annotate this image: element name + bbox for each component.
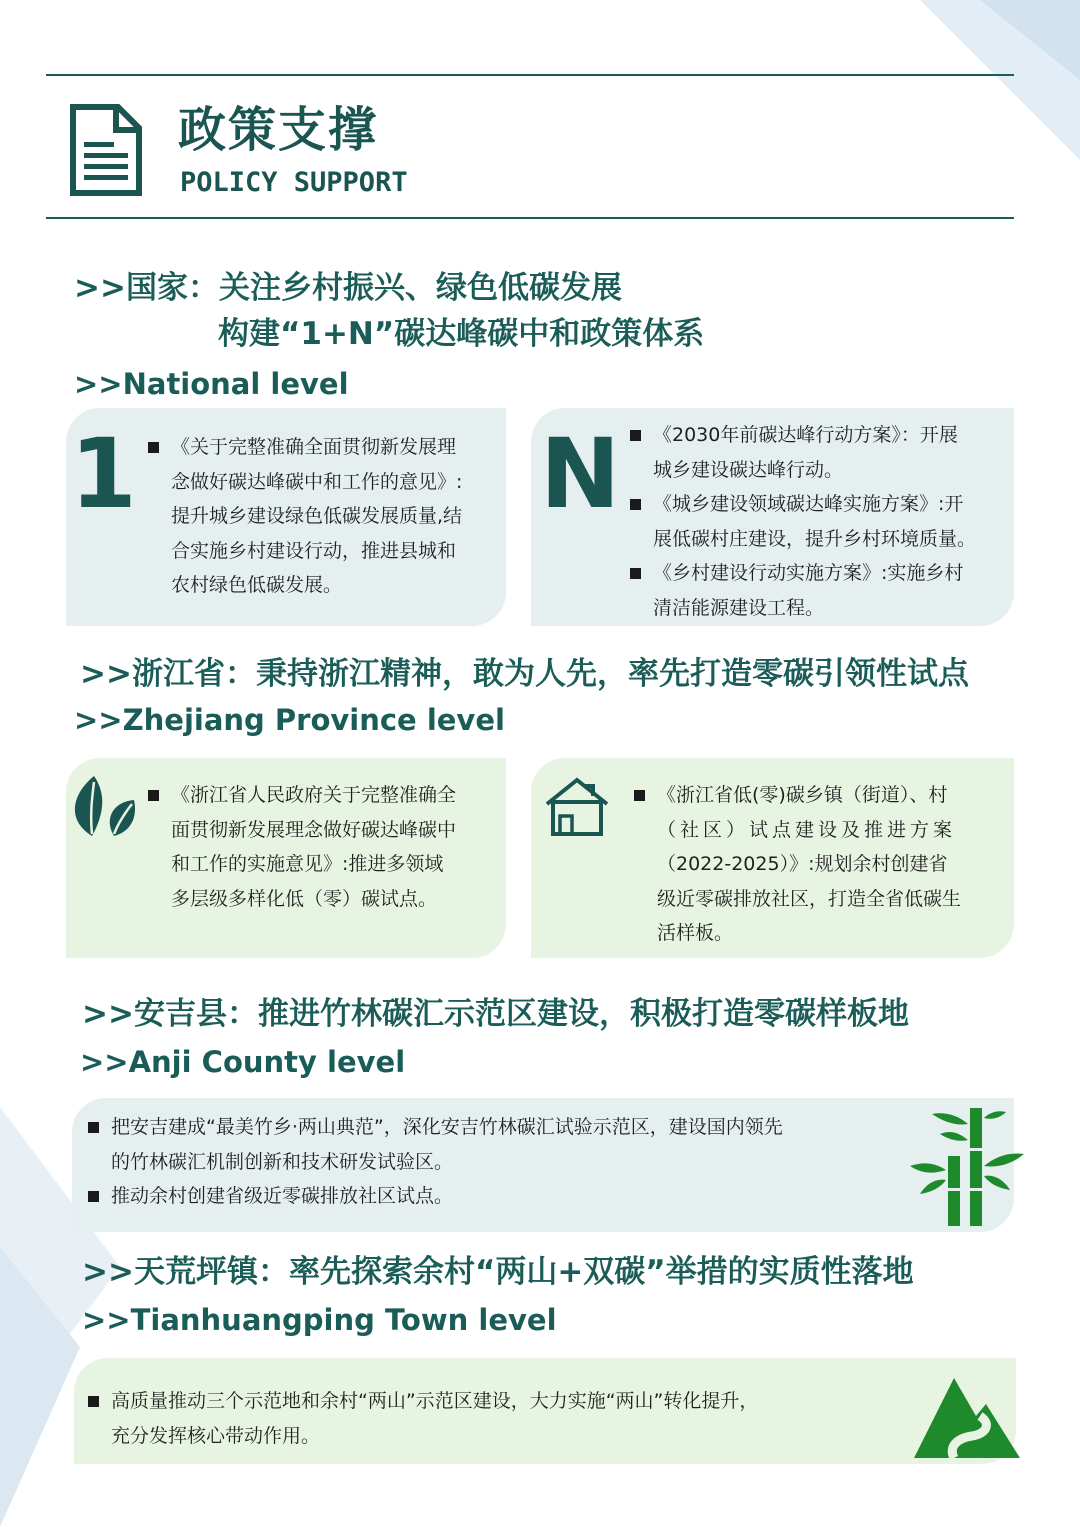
anji-heading: >>安吉县：推进竹林碳汇示范区建设，积极打造零碳样板地 (82, 996, 909, 1032)
anji-card-text: 把安吉建成“最美竹乡·两山典范”，深化安吉竹林碳汇试验示范区，建设国内领先 的竹林碳汇机制创新和技术研发试验区。 推动余村创建省级近零碳排放社区试点。 (88, 1110, 783, 1214)
bullet (88, 1396, 99, 1407)
bullet (88, 1122, 99, 1133)
bullet (630, 499, 641, 510)
national-heading-line2: 构建“1+N”碳达峰碳中和政策体系 (218, 316, 705, 352)
header-bottom-rule (46, 217, 1014, 219)
bullet (88, 1191, 99, 1202)
anji-heading-en: >>Anji County level (80, 1045, 406, 1079)
top-rule (46, 74, 1014, 76)
corner-decoration (880, 0, 1080, 200)
bullet (634, 790, 645, 801)
bullet (630, 430, 641, 441)
tianhuangping-heading: >>天荒坪镇：率先探索余村“两山+双碳”举措的实质性落地 (82, 1254, 914, 1290)
bullet (148, 442, 159, 453)
tianhuangping-card-text: 高质量推动三个示范地和余村“两山”示范区建设，大力实施“两山”转化提升， 充分发挥核心带动作用。 (88, 1384, 758, 1453)
badge-n: N (540, 418, 621, 530)
national-card-n-text: 《2030年前碳达峰行动方案》：开展 城乡建设碳达峰行动。 《城乡建设领域碳达峰实施方案》:开 展低碳村庄建设，提升乡村环境质量。 《乡村建设行动实施方案》:实施乡村 清洁能源建设工程。 (630, 418, 976, 625)
tianhuangping-heading-en: >>Tianhuangping Town level (82, 1303, 557, 1337)
zhejiang-heading-en: >>Zhejiang Province level (74, 703, 505, 737)
leaves-icon (70, 774, 138, 838)
bullet (148, 790, 159, 801)
document-icon (70, 104, 142, 196)
zhejiang-heading: >>浙江省：秉持浙江精神，敢为人先，率先打造零碳引领性试点 (80, 656, 969, 692)
national-heading-en: >>National level (74, 367, 349, 401)
bamboo-icon (906, 1104, 1026, 1228)
national-heading-line1: >>国家：关注乡村振兴、绿色低碳发展 (74, 270, 622, 306)
mountain-road-icon (914, 1376, 1020, 1460)
badge-one: 1 (70, 418, 137, 530)
national-card-1-text: 《关于完整准确全面贯彻新发展理 念做好碳达峰碳中和工作的意见》: 提升城乡建设绿色低碳发展质量,结 合实施乡村建设行动，推进县城和 农村绿色低碳发展。 (148, 430, 462, 603)
house-icon (543, 776, 611, 838)
bullet (630, 568, 641, 579)
zhejiang-card-left-text: 《浙江省人民政府关于完整准确全 面贯彻新发展理念做好碳达峰碳中 和工作的实施意见》:推进多领域 多层级多样化低（零）碳试点。 (148, 778, 456, 916)
page-subtitle: POLICY SUPPORT (180, 167, 408, 198)
page-title: 政策支撑 (178, 102, 379, 158)
zhejiang-card-right-text: 《浙江省低(零)碳乡镇（街道）、村 （社区）试点建设及推进方案 （2022-2025）》:规划余村创建省 级近零碳排放社区，打造全省低碳生 活样板。 (634, 778, 961, 951)
